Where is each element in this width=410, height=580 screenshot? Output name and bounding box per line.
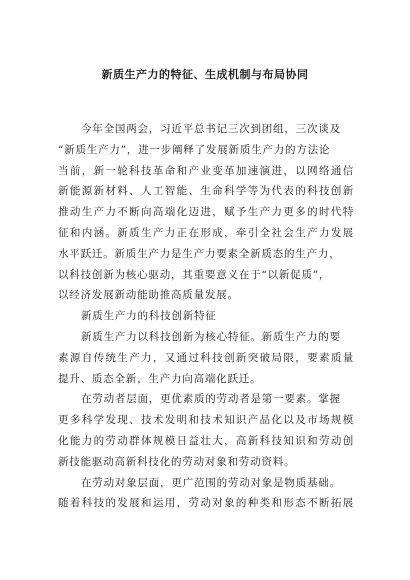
body-line: 推动生产力不断向高端化迈进，赋予生产力更多的时代特 (58, 206, 354, 219)
body-line: 水平跃迁。新质生产力是生产力要素全新质态的生产力， (58, 247, 341, 260)
body-line: 化能力的劳动群体规模日益壮大，高新科技知识和劳动创 (58, 434, 354, 447)
body-line: 今年全国两会，习近平总书记三次到团组，三次谈及 (81, 123, 341, 135)
body-line: 更多科学发现、技术发明和技术知识产品化以及市场规模 (58, 414, 354, 427)
body-line: 新技能驱动高新科技化的劳动对象和劳动资料。 (58, 455, 296, 468)
document-title: 新质生产力的特征、生成机制与布局协同 (101, 68, 309, 81)
body-line: 素源自传统生产力，又通过科技创新突破局限，要素质量 (58, 351, 354, 364)
body-line: 以科技创新为核心驱动，其重要意义在于“以新促质”， (58, 268, 331, 281)
body-line: 提升、质态全新，生产力向高端化跃迁。 (58, 372, 262, 385)
body-line: “新质生产力”，进一步阐释了发展新质生产力的方法论 (58, 143, 331, 156)
body-line: 随着科技的发展和运用，劳动对象的种类和形态不断拓展 (58, 497, 354, 510)
section-heading: 新质生产力的科技创新特征 (81, 310, 217, 323)
body-line: 以经济发展新动能助推高质量发展。 (58, 289, 239, 302)
body-line: 在劳动者层面，更优素质的劳动者是第一要素。掌握 (81, 393, 341, 406)
body-line: 在劳动对象层面，更广范围的劳动对象是物质基础。 (81, 476, 341, 489)
body-line: 当前，新一轮科技革命和产业变革加速演进，以网络通信 (58, 164, 354, 177)
body-line: 新能源新材料、人工智能、生命科学等为代表的科技创新 (58, 185, 354, 198)
body-line: 新质生产力以科技创新为核心特征。新质生产力的要 (81, 330, 341, 343)
body-line: 征和内涵。新质生产力正在形成，牵引全社会生产力发展 (58, 226, 354, 239)
document-body (58, 119, 354, 514)
